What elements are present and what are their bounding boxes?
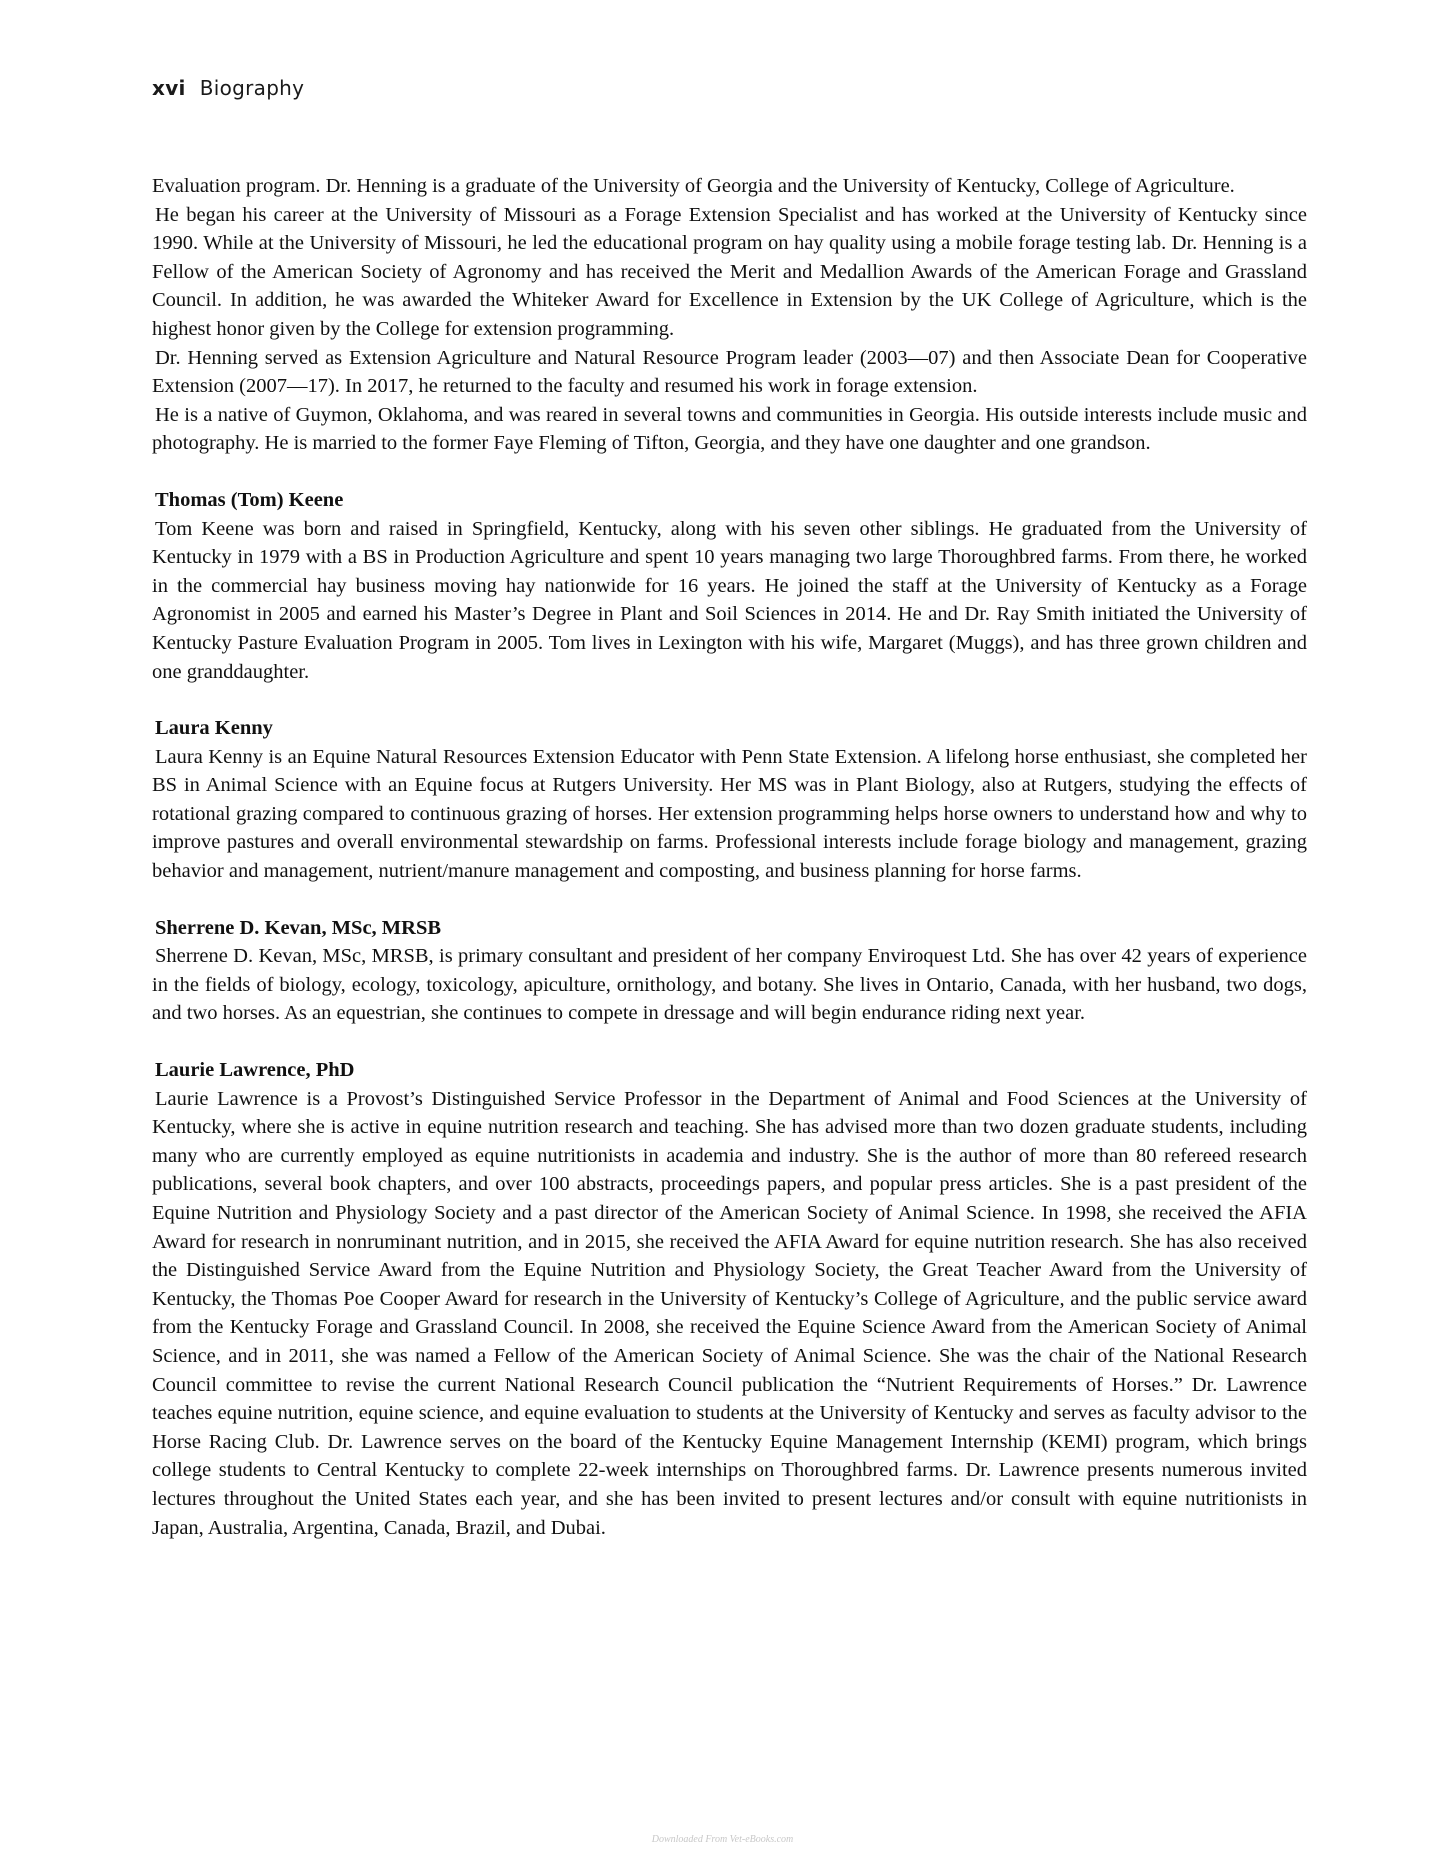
page-number: xvi	[152, 76, 186, 100]
bio-text: Tom Keene was born and raised in Springfield, Kentucky, along with his seven other siblings. He graduated from the University of Kentucky in 1979 with a BS in Production Agriculture and spent 10 years managing two large Thoroughbred farms. From there, he worked in the commercial hay business moving hay nationwide for 16 years. He joined the staff at the University of Kentucky as a Forage Agronomist in 2005 and earned his Master’s Degree in Plant and Soil Sciences in 2014. He and Dr. Ray Smith initiated the University of Kentucky Pasture Evaluation Program in 2005. Tom lives in Lexington with his wife, Margaret (Muggs), and has three grown children and one granddaughter.	[152, 517, 1307, 683]
bio-text: Laurie Lawrence is a Provost’s Distinguished Service Professor in the Department of Animal and Food Sciences at the University of Kentucky, where she is active in equine nutrition research and teaching. She has advised more than two dozen graduate students, including many who are currently employed as equine nutritionists in academia and industry. She is the author of more than 80 refereed research publications, several book chapters, and over 100 abstracts, proceedings papers, and popular press articles. She is a past president of the Equine Nutrition and Physiology Society and a past director of the American Society of Animal Science. In 1998, she received the AFIA Award for research in nonruminant nutrition, and in 2015, she received the AFIA Award for equine nutrition research. She has also received the Distinguished Service Award from the Equine Nutrition and Physiology Society, the Great Teacher Award from the University of Kentucky, the Thomas Poe Cooper Award for research in the University of Kentucky’s College of Agriculture, and the public service award from the Kentucky Forage and Grassland Council. In 2008, she received the Equine Science Award from the American Society of Animal Science, and in 2011, she was named a Fellow of the American Society of Animal Science. She was the chair of the National Research Council committee to revise the current National Research Council publication the “Nutrient Requirements of Horses.” Dr. Lawrence teaches equine nutrition, equine science, and equine evaluation to students at the University of Kentucky and serves as faculty advisor to the Horse Racing Club. Dr. Lawrence serves on the board of the Kentucky Equine Management Internship (KEMI) program, which brings college students to Central Kentucky to complete 22-week internships on Thoroughbred farms. Dr. Lawrence presents numerous invited lectures throughout the United States each year, and she has been invited to present lectures and/or consult with equine nutritionists in Japan, Australia, Argentina, Canada, Brazil, and Dubai.	[152, 1087, 1307, 1539]
bio-name: Sherrene D. Kevan, MSc, MRSB	[155, 916, 442, 939]
bio-name: Laurie Lawrence, PhD	[155, 1059, 355, 1082]
bio-entry-keene	[152, 486, 1307, 686]
bio-name: Thomas (Tom) Keene	[155, 488, 344, 511]
paragraph: Dr. Henning served as Extension Agriculture and Natural Resource Program leader (2003—07) and then Associate Dean for Cooperative Extension (2007—17). In 2017, he returned to the faculty and resumed his work in forage extension.	[152, 346, 1307, 398]
bio-entry-kenny	[152, 714, 1307, 886]
bio-text: Sherrene D. Kevan, MSc, MRSB, is primary consultant and president of her company Enviroquest Ltd. She has over 42 years of experience in the fields of biology, ecology, toxicology, apiculture, ornithology, and botany. She lives in Ontario, Canada, with her husband, two dogs, and two horses. As an equestrian, she continues to compete in dressage and will begin endurance riding next year.	[152, 945, 1307, 1025]
bio-name: Laura Kenny	[155, 717, 273, 740]
bio-text: Laura Kenny is an Equine Natural Resources Extension Educator with Penn State Extension. A lifelong horse enthusiast, she completed her BS in Animal Science with an Equine focus at Rutgers University. Her MS was in Plant Biology, also at Rutgers, studying the effects of rotational grazing compared to continuous grazing of horses. Her extension programming helps horse owners to understand how and why to improve pastures and overall environmental stewardship on farms. Professional interests include forage biology and management, grazing behavior and management, nutrient/manure management and composting, and business planning for horse farms.	[152, 745, 1307, 883]
paragraph: He is a native of Guymon, Oklahoma, and was reared in several towns and communities in Georgia. His outside interests include music and photography. He is married to the former Faye Fleming of Tifton, Georgia, and they have one daughter and one grandson.	[152, 403, 1307, 455]
body-text	[152, 172, 1307, 1542]
section-title: Biography	[199, 76, 305, 100]
download-watermark: Downloaded From Vet-eBooks.com	[651, 1834, 794, 1845]
henning-bio-continued	[152, 172, 1307, 458]
running-head	[152, 76, 304, 100]
paragraph: Evaluation program. Dr. Henning is a graduate of the University of Georgia and the University of Kentucky, College of Agriculture.	[152, 175, 1235, 197]
bio-entry-kevan	[152, 914, 1307, 1028]
bio-entry-lawrence	[152, 1056, 1307, 1542]
paragraph: He began his career at the University of Missouri as a Forage Extension Specialist and has worked at the University of Kentucky since 1990. While at the University of Missouri, he led the educational program on hay quality using a mobile forage testing lab. Dr. Henning is a Fellow of the American Society of Agronomy and has received the Merit and Medallion Awards of the American Forage and Grassland Council. In addition, he was awarded the Whiteker Award for Excellence in Extension by the UK College of Agriculture, which is the highest honor given by the College for extension programming.	[152, 203, 1307, 340]
